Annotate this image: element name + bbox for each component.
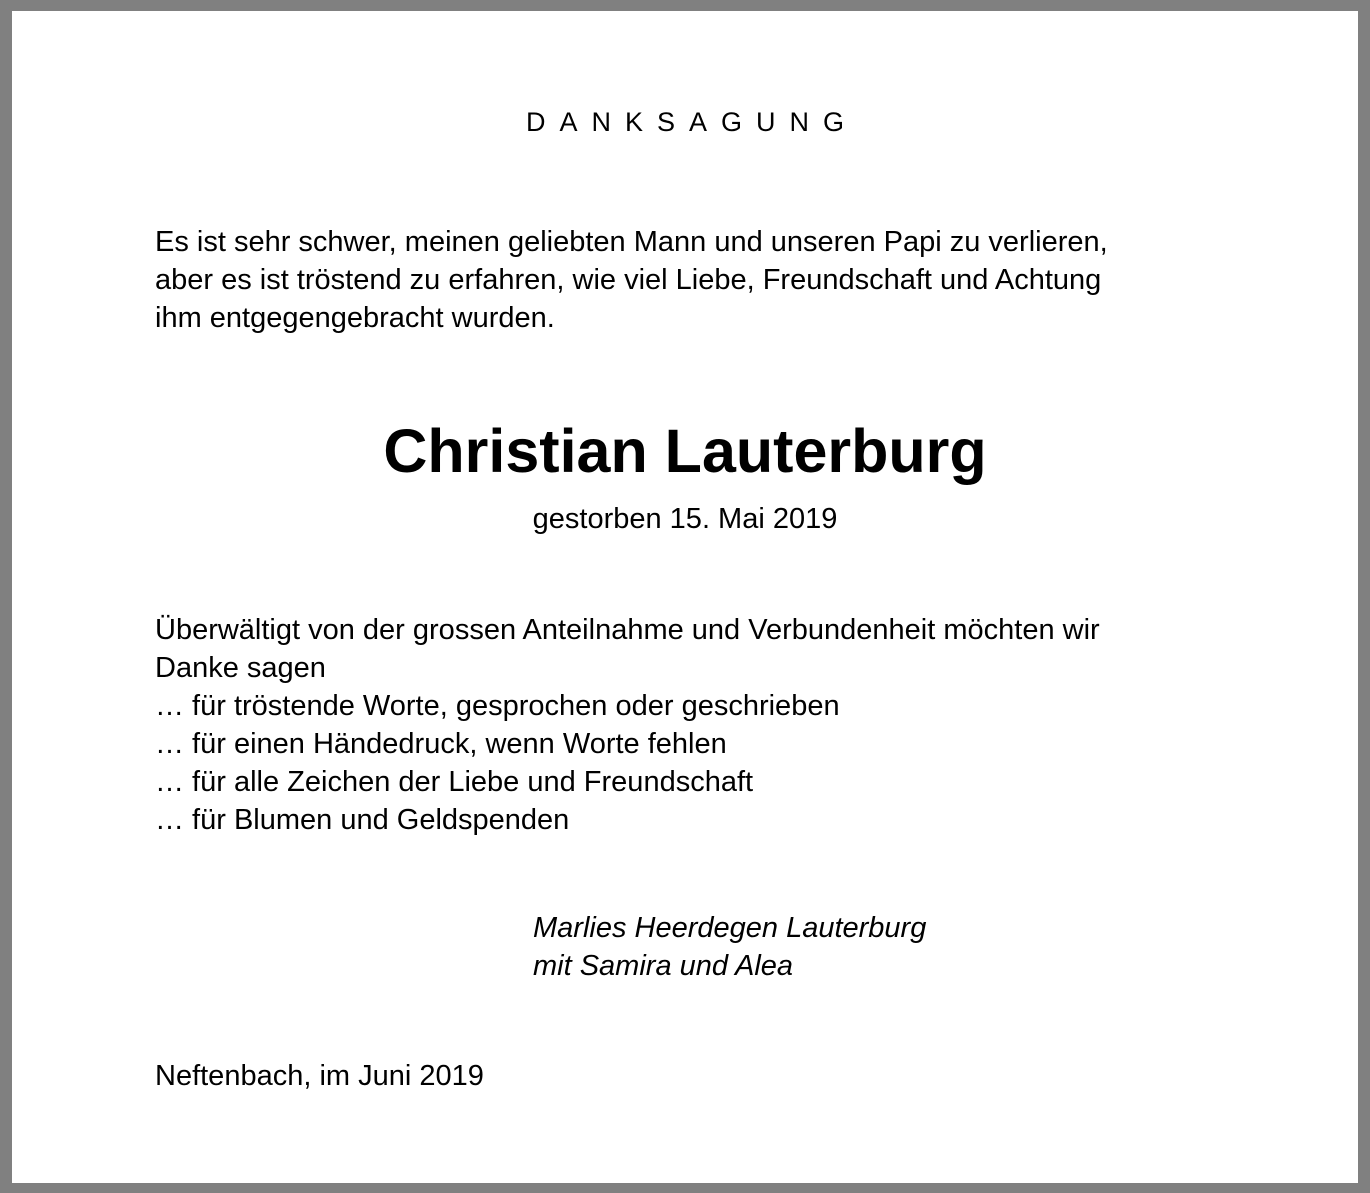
intro-line: ihm entgegengebracht wurden. [155,302,555,334]
deceased-name: Christian Lauterburg [383,417,987,485]
signature-line: mit Samira und Alea [533,950,794,982]
intro-line: aber es ist tröstend zu erfahren, wie viel Liebe, Freundschaft und Achtung [155,264,1102,296]
signature-line: Marlies Heerdegen Lauterburg [533,912,927,944]
notice-heading: DANKSAGUNG [525,107,859,137]
death-date: gestorben 15. Mai 2019 [532,503,838,535]
thanks-line: … für einen Händedruck, wenn Worte fehlen [155,728,727,760]
thanks-line: … für tröstende Worte, gesprochen oder geschrieben [155,690,840,722]
thanks-line: Überwältigt von der grossen Anteilnahme und Verbundenheit möchten wir [155,614,1100,646]
thanks-line: Danke sagen [155,652,326,684]
intro-line: Es ist sehr schwer, meinen geliebten Mann und unseren Papi zu verlieren, [155,226,1108,258]
intro-paragraph [155,223,1108,337]
thanks-paragraph [155,611,1100,839]
thanks-line: … für alle Zeichen der Liebe und Freundschaft [155,766,754,798]
thanks-line: … für Blumen und Geldspenden [155,804,570,836]
place-date: Neftenbach, im Juni 2019 [155,1060,484,1092]
signature-block [533,909,926,985]
